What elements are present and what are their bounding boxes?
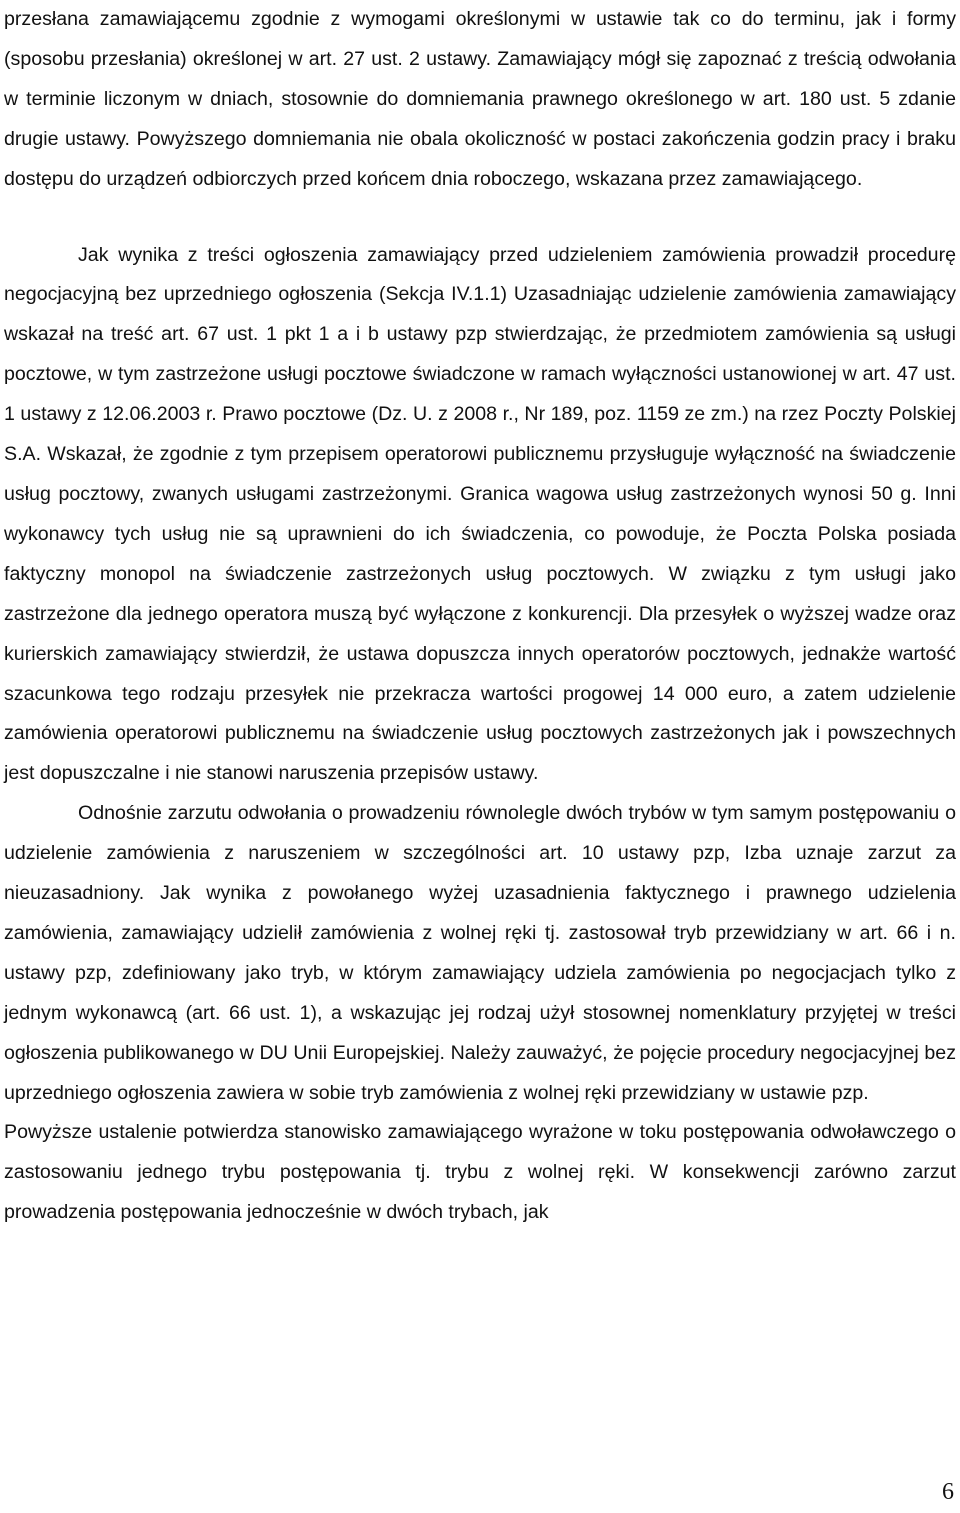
paragraph-3: Odnośnie zarzutu odwołania o prowadzeniu równolegle dwóch trybów w tym samym postępowaniu o udzielenie zamówienia z naruszeniem w szczególności art. 10 ustawy pzp, Izba uznaje zarzut za nieuzasadniony. Jak wynika z powołanego wyżej uzasadnienia faktycznego i prawnego udzielenia zamówienia, zamawiający udzielił zamówienia z wolnej ręki tj. zastosował tryb przewidziany w art. 66 i n. ustawy pzp, zdefiniowany jako tryb, w którym zamawiający udziela zamówienia po negocjacjach tylko z jednym wykonawcą (art. 66 ust. 1), a wskazując jej rodzaj użył stosownej nomenklatury przyjętej w treści ogłoszenia publikowanego w DU Unii Europejskiej. Należy zauważyć, że pojęcie procedury negocjacyjnej bez uprzedniego ogłoszenia zawiera w sobie tryb zamówienia z wolnej ręki przewidziany w ustawie pzp. (4, 802, 956, 1104)
page-number: 6 (942, 1479, 954, 1505)
paragraph-4: Powyższe ustalenie potwierdza stanowisko zamawiającego wyrażone w toku postępowania odwoławczego o zastosowaniu jednego trybu postępowania tj. trybu z wolnej ręki. W konsekwencji zarówno zarzut prowadzenia postępowania jednocześnie w dwóch trybach, jak (4, 1121, 956, 1224)
document-page (4, 0, 956, 1233)
paragraph-1: przesłana zamawiającemu zgodnie z wymogami określonymi w ustawie tak co do terminu, jak i formy (sposobu przesłania) określonej w art. 27 ust. 2 ustawy. Zamawiający mógł się zapoznać z treścią odwołania w terminie liczonym w dniach, stosownie do domniemania prawnego określonego w art. 180 ust. 5 zdanie drugie ustawy. Powyższego domniemania nie obala okoliczność w postaci zakończenia godzin pracy i braku dostępu do urządzeń odbiorczych przed końcem dnia roboczego, wskazana przez zamawiającego. (4, 8, 956, 190)
paragraph-2: Jak wynika z treści ogłoszenia zamawiający przed udzieleniem zamówienia prowadził procedurę negocjacyjną bez uprzedniego ogłoszenia (Sekcja IV.1.1) Uzasadniając udzielenie zamówienia zamawiający wskazał na treść art. 67 ust. 1 pkt 1 a i b ustawy pzp stwierdzając, że przedmiotem zamówienia są usługi pocztowe, w tym zastrzeżone usługi pocztowe świadczone w ramach wyłączności ustanowionej w art. 47 ust. 1 ustawy z 12.06.2003 r. Prawo pocztowe (Dz. U. z 2008 r., Nr 189, poz. 1159 ze zm.) na rzez Poczty Polskiej S.A. Wskazał, że zgodnie z tym przepisem operatorowi publicznemu przysługuje wyłączność na świadczenie usług pocztowy, zwanych usługami zastrzeżonymi. Granica wagowa usług zastrzeżonych wynosi 50 g. Inni wykonawcy tych usług nie są uprawnieni do ich świadczenia, co powoduje, że Poczta Polska posiada faktyczny monopol na świadczenie zastrzeżonych usług pocztowych. W związku z tym usługi jako zastrzeżone dla jednego operatora muszą być wyłączone z konkurencji. Dla przesyłek o wyższej wadze oraz kurierskich zamawiający stwierdził, że ustawa dopuszcza innych operatorów pocztowych, jednakże wartość szacunkowa tego rodzaju przesyłek nie przekracza wartości progowej 14 000 euro, a zatem udzielenie zamówienia operatorowi publicznemu na świadczenie usług pocztowych zastrzeżonych jak i powszechnych jest dopuszczalne i nie stanowi naruszenia przepisów ustawy. (4, 243, 956, 785)
